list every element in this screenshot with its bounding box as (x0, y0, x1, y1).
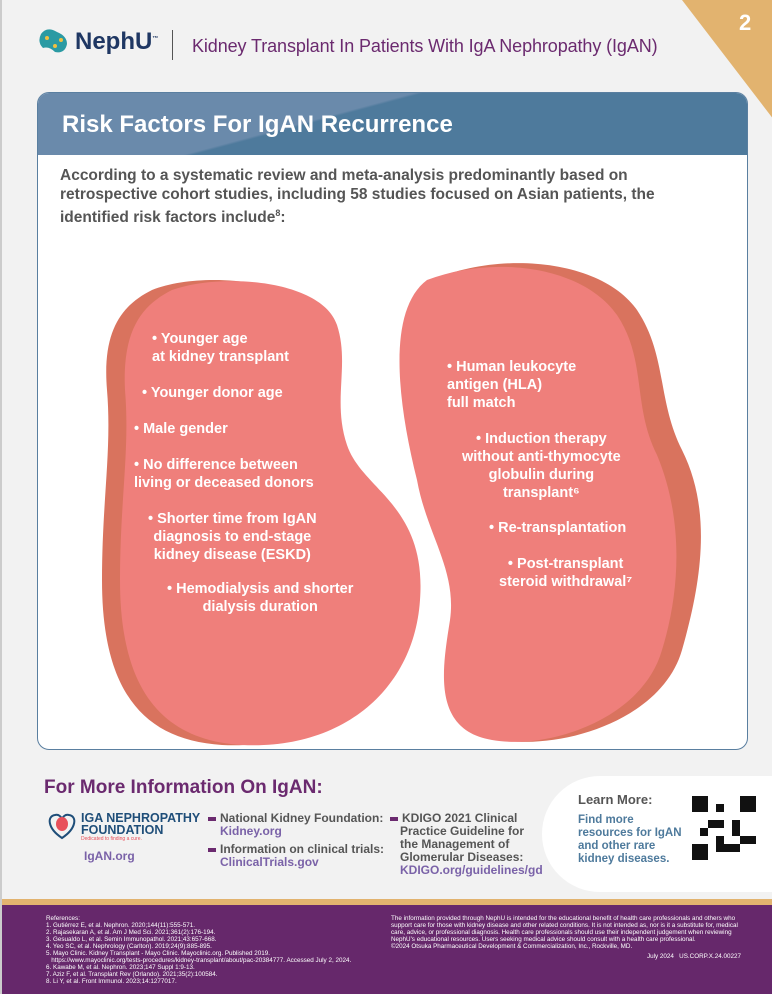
learn-more-text: Find more resources for IgAN and other rare kidney diseases. (578, 814, 682, 865)
header-divider (172, 30, 173, 60)
reference: 3. Gesualdo L, et al. Semin Immunopathol. 2021;43:657-668. (46, 936, 217, 943)
blob-shapes (2, 250, 772, 760)
kdigo-resource (390, 811, 543, 877)
intro-body: According to a systematic review and meta-analysis predominantly based on retrospective cohort studies, including 58 studies focused on Asian patients, the identified risk factors include (60, 167, 655, 227)
qr-code-icon[interactable] (692, 796, 756, 860)
iga-logo-line2: FOUNDATION (81, 823, 164, 837)
iga-logo-tagline: Dedicated to finding a cure. (81, 836, 142, 842)
reference: 5. Mayo Clinic. Kidney Transplant - Mayo Clinic. Mayoclinic.org. Published 2019. (46, 950, 270, 957)
logo-text: NephU (75, 28, 153, 55)
risk-item-younger-age: • Younger age at kidney transplant (152, 331, 289, 365)
risk-item-hemodialysis: • Hemodialysis and shorter dialysis duration (167, 581, 354, 615)
reference: 6. Kawabe M, et al. Nephron. 2023;147 Suppl 1:9-13. (46, 964, 195, 971)
nkf-label: National Kidney Foundation: (220, 811, 384, 825)
kidney-org-link[interactable]: Kidney.org (220, 824, 282, 838)
intro-ref: 8 (275, 208, 281, 218)
risk-item-steroid: • Post-transplant steroid withdrawal⁷ (499, 556, 633, 590)
footer (2, 905, 772, 994)
bullet-icon (208, 817, 216, 821)
document-title: Kidney Transplant In Patients With IgA Nephropathy (IgAN) (192, 36, 658, 56)
document-code: July 2024 US.CORP.X.24.00227 (646, 953, 741, 960)
bullet-icon (390, 817, 398, 821)
nephu-kidney-icon (37, 28, 71, 56)
risk-item-donor-type: • No difference between living or deceased donors (134, 457, 314, 491)
risk-item-donor-age: • Younger donor age (142, 385, 283, 401)
trials-resource (208, 843, 386, 869)
more-info-title: For More Information On IgAN: (44, 777, 323, 798)
clinicaltrials-link[interactable]: ClinicalTrials.gov (220, 855, 319, 869)
risk-item-eskd-time: • Shorter time from IgAN diagnosis to end-stage kidney disease (ESKD) (148, 511, 317, 563)
reference: 7. Aziz F, et al. Transplant Rev (Orlando). 2021;35(2):100584. (46, 971, 218, 978)
reference: https://www.mayoclinic.org/tests-procedures/kidney-transplant/about/pac-20384777. Accessed July 2, 2024. (46, 957, 352, 964)
reference: 4. Yeo SC, et al. Nephrology (Carlton). 2019;24(9):885-895. (46, 943, 212, 950)
intro-text: According to a systematic review and meta-analysis predominantly based on retrospective cohort studies, including 58 studies focused on Asian patients, the identified risk factors include$^8$: (60, 167, 655, 227)
risk-item-retransplant: • Re-transplantation (489, 520, 627, 536)
reference: 8. Li Y, et al. Front Immunol. 2023;14:1277017. (46, 978, 177, 985)
disclaimer (391, 915, 741, 960)
iga-logo-line1: IGA NEPHROPATHY (81, 811, 201, 825)
learn-more-title: Learn More: (578, 792, 653, 807)
disclaimer-text: The information provided through NephU is intended for the educational benefit of health care professionals and others who support care for those with kidney disease and other related conditions. It is not intended as, nor is it a substitute for, medical care, advice, or professional diagnosis. Health care professionals should use their independent judgement when reviewing NephU's educational resources. Users seeking medical advice should consult with a health care professional. (391, 915, 738, 943)
resource-column (208, 812, 386, 869)
risk-item-male: • Male gender (134, 421, 228, 437)
reference: 2. Rajasekaran A, et al. Am J Med Sci. 2021;361(2):176-194. (46, 929, 216, 936)
learn-more-panel (542, 776, 772, 892)
bullet-icon (208, 848, 216, 852)
reference: 1. Gutiérrez E, et al. Nephron. 2020;144(11):555-571. (46, 922, 196, 929)
card-title: Risk Factors For IgAN Recurrence (38, 93, 747, 155)
references (46, 915, 381, 985)
page-number: 2 (739, 10, 752, 35)
trademark: ™ (152, 36, 159, 42)
nkf-resource (208, 812, 386, 838)
igan-org-link[interactable]: IgAN.org (84, 849, 135, 863)
nephu-logo (37, 28, 158, 56)
iga-foundation-logo (47, 812, 202, 842)
heart-kidney-icon (47, 812, 77, 840)
risk-item-induction: • Induction therapy without anti-thymocyte globulin during transplant⁶ (462, 431, 621, 501)
references-title: References: (46, 915, 80, 922)
risk-item-hla: • Human leukocyte antigen (HLA) full match (447, 359, 577, 411)
kdigo-label: KDIGO 2021 Clinical Practice Guideline for the Management of Glomerular Diseases: (400, 811, 525, 864)
copyright: ©2024 Otsuka Pharmaceutical Development & Commercialization, Inc., Rockville, MD. (391, 943, 633, 950)
kdigo-link[interactable]: KDIGO.org/guidelines/gd (400, 863, 543, 877)
trials-label: Information on clinical trials: (220, 842, 385, 856)
